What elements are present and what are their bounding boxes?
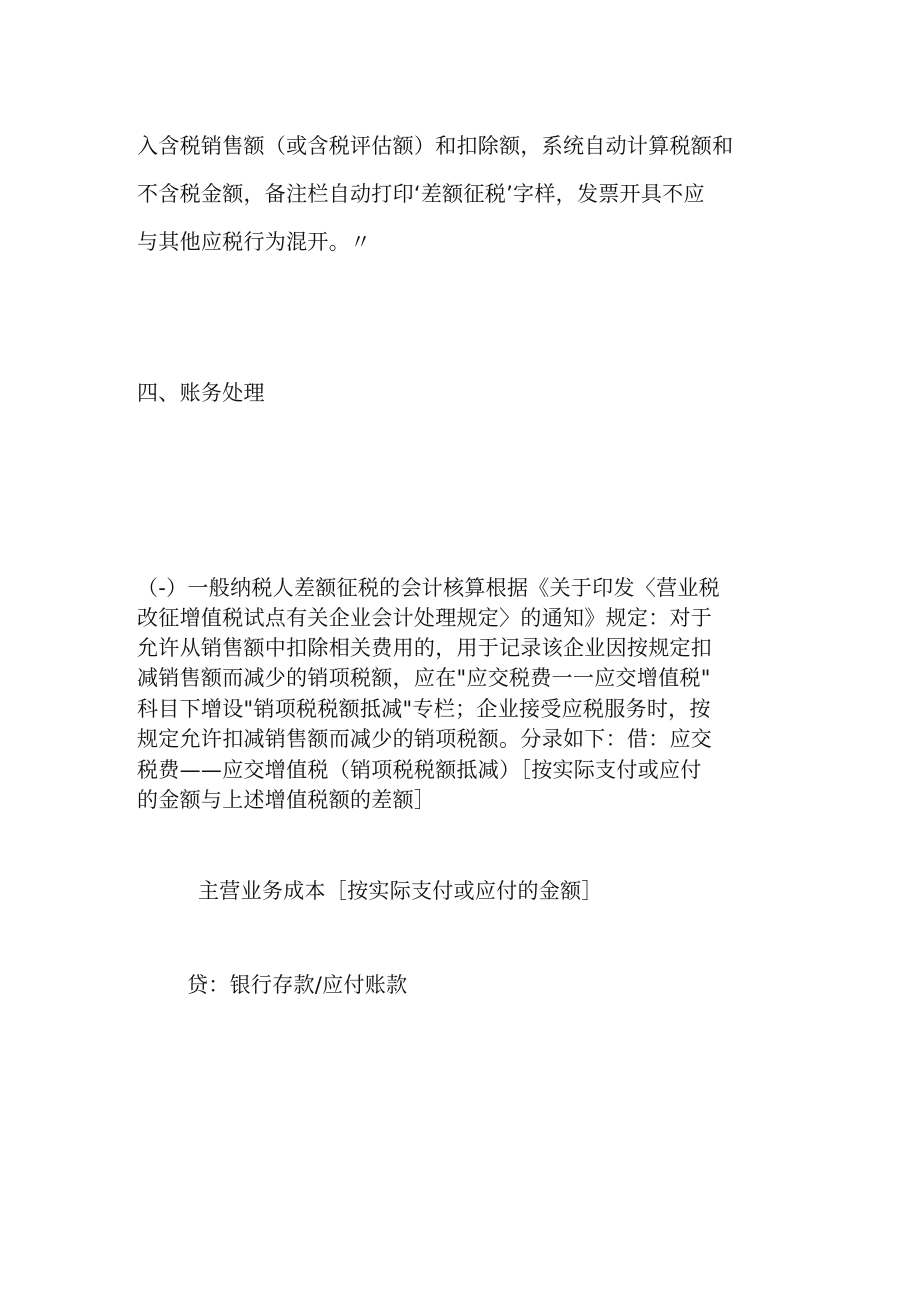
paragraph-line: 减销售额而减少的销项税额，应在"应交税费一一应交增值税" xyxy=(137,666,711,690)
section-heading: 四、账务处理 xyxy=(137,381,265,405)
paragraph-line: 税费——应交增值税（销项税税额抵减）［按实际支付或应付 xyxy=(137,758,702,782)
paragraph-line: 允许从销售额中扣除相关费用的，用于记录该企业因按规定扣 xyxy=(137,636,713,660)
journal-entry-debit-line: 主营业务成本［按实际支付或应付的金额］ xyxy=(198,879,603,903)
paragraph-line: 入含税销售额（或含税评估额）和扣除额，系统自动计算税额和 xyxy=(137,134,734,158)
paragraph-line: （-）一般纳税人差额征税的会计核算根据《关于印发〈营业税 xyxy=(137,576,720,600)
paragraph-line: 的金额与上述增值税额的差额］ xyxy=(137,788,436,812)
paragraph-line: 科目下增设"销项税税额抵减"专栏；企业接受应税服务时，按 xyxy=(137,697,711,721)
paragraph-line: 不含税金额，备注栏自动打印‘差额征税’字样，发票开具不应 xyxy=(137,182,705,206)
journal-entry-credit-line: 贷：银行存款/应付账款 xyxy=(187,973,408,997)
paragraph-line: 规定允许扣减销售额而减少的销项税额。分录如下：借：应交 xyxy=(137,727,713,751)
paragraph-line: 改征增值税试点有关企业会计处理规定〉的通知》规定：对于 xyxy=(137,606,713,630)
paragraph-line: 与其他应税行为混开。〃 xyxy=(137,230,372,254)
